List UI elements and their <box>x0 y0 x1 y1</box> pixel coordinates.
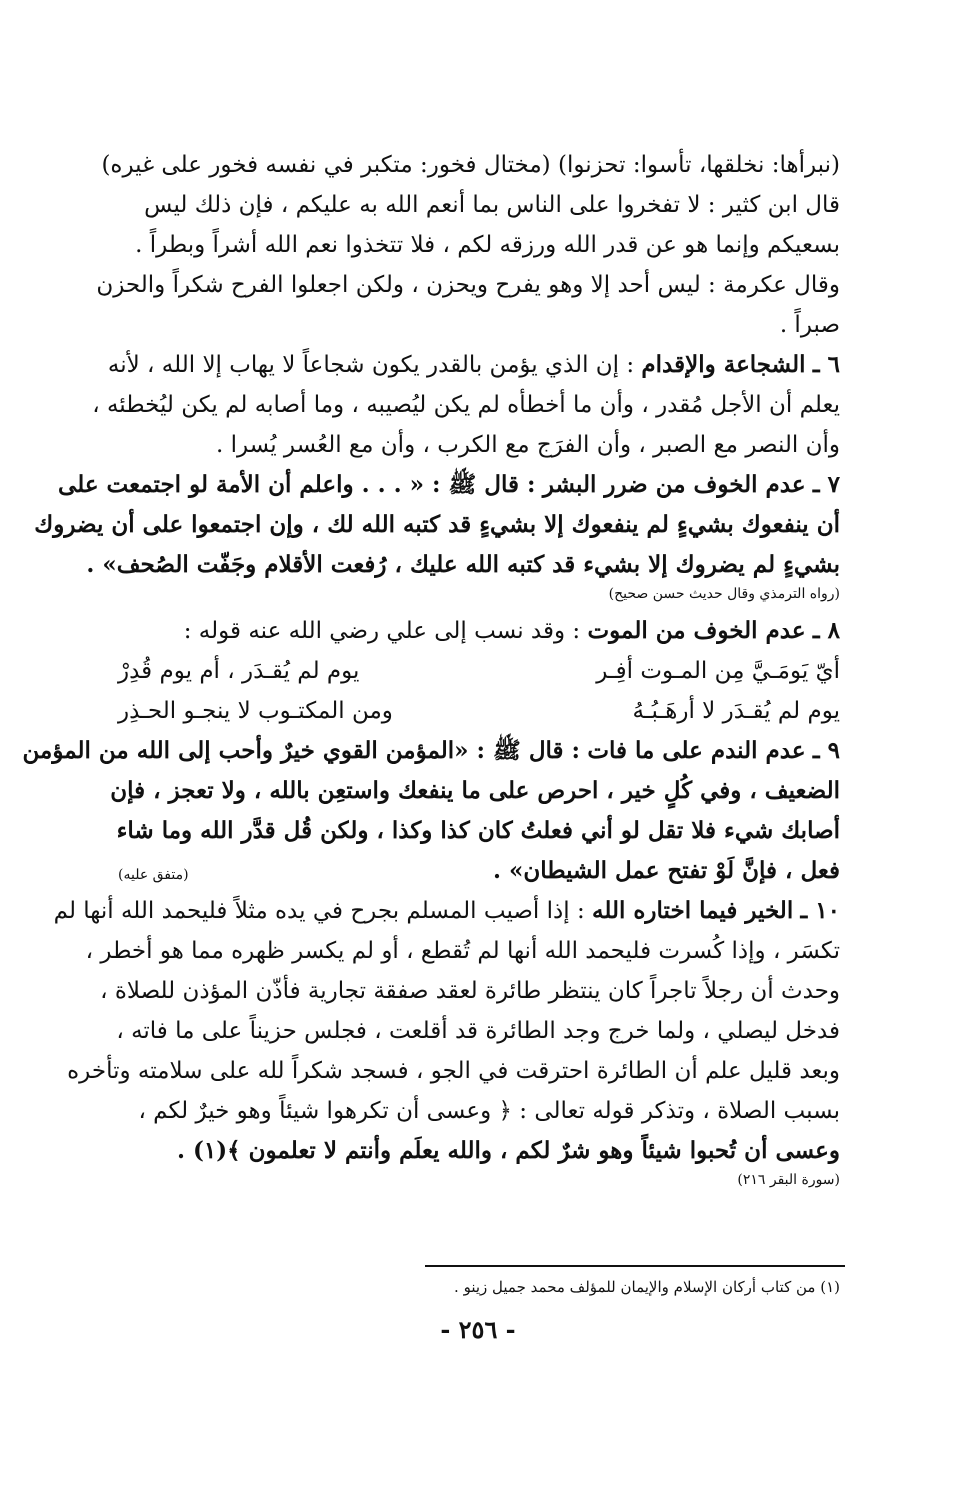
item-text: يعلم أن الأجل مُقدر ، وأن ما أخطأه لم يكن ليُصيبه ، وما أصابه لم يكن ليُخطئه ، <box>92 392 840 418</box>
item-7 <box>34 465 840 603</box>
poem-verse <box>118 651 840 691</box>
item-text: أن ينفعوك بشيءٍ لم ينفعوك إلا بشيءٍ قد كتبه الله لك ، وإن اجتمعوا على أن يضروك <box>34 511 840 538</box>
item-number: ٨ ـ <box>812 617 840 644</box>
quran-reference: (سورة البقر ٢١٦) <box>737 1172 840 1188</box>
item-text: وأن النصر مع الصبر ، وأن الفرَج مع الكرب ، وأن مع العُسر يُسرا . <box>215 432 840 458</box>
poem-hemistich-left: يوم لم يُقـدَر ، أم يوم قُدِرْ <box>118 658 360 684</box>
item-heading: الشجاعة والإقدام <box>641 351 806 378</box>
page-number: - ٢٥٦ - <box>440 1315 516 1344</box>
item-text: وحدث أن رجلاً تاجراً كان ينتظر طائرة لعقد صفقة تجارية فأذّن المؤذن للصلاة ، <box>100 978 840 1004</box>
intro-block <box>96 145 840 345</box>
item-text: فعل ، فإنَّ لَوْ تفتح عمل الشيطان» . <box>492 857 840 884</box>
item-8 <box>118 611 840 731</box>
intro-line: بسعيكم وإنما هو عن قدر الله ورزقه لكم ، فلا تتخذوا نعم الله أشراً وبطراً . <box>135 232 840 258</box>
item-number: ٧ ـ <box>812 471 840 498</box>
item-text: : وقد نسب إلى علي رضي الله عنه قوله : <box>183 618 581 644</box>
item-text: : قال ﷺ : «المؤمن القوي خيرٌ وأحب إلى الله من المؤمن <box>22 737 581 764</box>
item-text: أصابك شيء فلا تقل لو أني فعلتُ كان كذا وكذا ، ولكن قُل قدَّر الله وما شاء <box>116 817 840 844</box>
item-9 <box>22 731 840 891</box>
item-text: بشيءٍ لم يضروك إلا بشيء قد كتبه الله عليك ، رُفعت الأقلام وجَفّت الصُحف» . <box>86 551 840 578</box>
hadith-reference: (متفق عليه) <box>118 867 189 883</box>
item-text: وبعد قليل علم أن الطائرة احترقت في الجو ، فسجد شكراً لله على سلامته وتأخره <box>67 1058 840 1084</box>
item-text: : قال ﷺ : « . . . واعلم أن الأمة لو اجتمعت على <box>58 471 536 498</box>
intro-line: (نبرأها: نخلقها، تأسوا: تحزنوا) (مختال فخور: متكبر في نفسه فخور على غيره) <box>101 152 840 178</box>
item-number: ١٠ ـ <box>800 897 840 924</box>
intro-line: صبراً . <box>779 312 840 338</box>
item-number: ٦ ـ <box>812 351 840 378</box>
item-heading: عدم الخوف من ضرر البشر <box>542 471 806 498</box>
item-text: : إن الذي يؤمن بالقدر يكون شجاعاً لا يهاب إلا الله ، لأنه <box>107 352 635 378</box>
poem-hemistich-left: ومن المكتـوب لا ينجـو الحـذِر <box>118 698 393 724</box>
item-number: ٩ ـ <box>812 737 840 764</box>
intro-line: قال ابن كثير : لا تفخروا على الناس بما أنعم الله به عليكم ، فإن ذلك ليس <box>144 192 840 218</box>
poem-hemistich-right: أيّ يَومَـيَّ مِن المـوت أفِـر <box>596 658 840 684</box>
poem-verse <box>118 691 840 731</box>
item-heading: عدم الندم على ما فات <box>587 737 806 764</box>
intro-line: وقال عكرمة : ليس أحد إلا وهو يفرح ويحزن ، ولكن اجعلوا الفرح شكراً والحزن <box>96 272 840 298</box>
item-text: فدخل ليصلي ، ولما خرج وجد الطائرة قد أقلعت ، فجلس حزيناً على ما فاته ، <box>116 1018 840 1044</box>
footnote: (١) من كتاب أركان الإسلام والإيمان للمؤلف محمد جميل زينو . <box>454 1278 840 1296</box>
item-heading: الخير فيما اختاره الله <box>592 897 794 924</box>
item-text: الضعيف ، وفي كُلٍ خير ، احرص على ما ينفعك واستعِن بالله ، ولا تعجز ، فإن <box>110 777 840 804</box>
item-text: بسبب الصلاة ، وتذكر قوله تعالى : ﴿ وعسى أن تكرهوا شيئاً وهو خيرٌ لكم ، <box>138 1098 840 1124</box>
item-6 <box>92 345 840 465</box>
item-text: تكسَر ، وإذا كُسرت فليحمد الله أنها لم تُقطع ، أو لم يكسر ظهره مما هو أخطر ، <box>85 938 840 964</box>
footnote-divider <box>425 1265 845 1267</box>
item-10 <box>53 891 840 1189</box>
item-heading: عدم الخوف من الموت <box>587 617 806 644</box>
item-text: وعسى أن تُحبوا شيئاً وهو شرٌ لكم ، والله يعلَم وأنتم لا تعلمون ﴾(١) . <box>177 1137 840 1164</box>
poem-hemistich-right: يوم لم يُقـدَر لا أرهَـبُـهُ <box>632 698 840 724</box>
page-body <box>22 145 840 1189</box>
item-text: : إذا أصيب المسلم بجرح في يده مثلاً فليحمد الله أنها لم <box>53 898 585 924</box>
hadith-reference: (رواه الترمذي وقال حديث حسن صحيح) <box>608 586 840 602</box>
